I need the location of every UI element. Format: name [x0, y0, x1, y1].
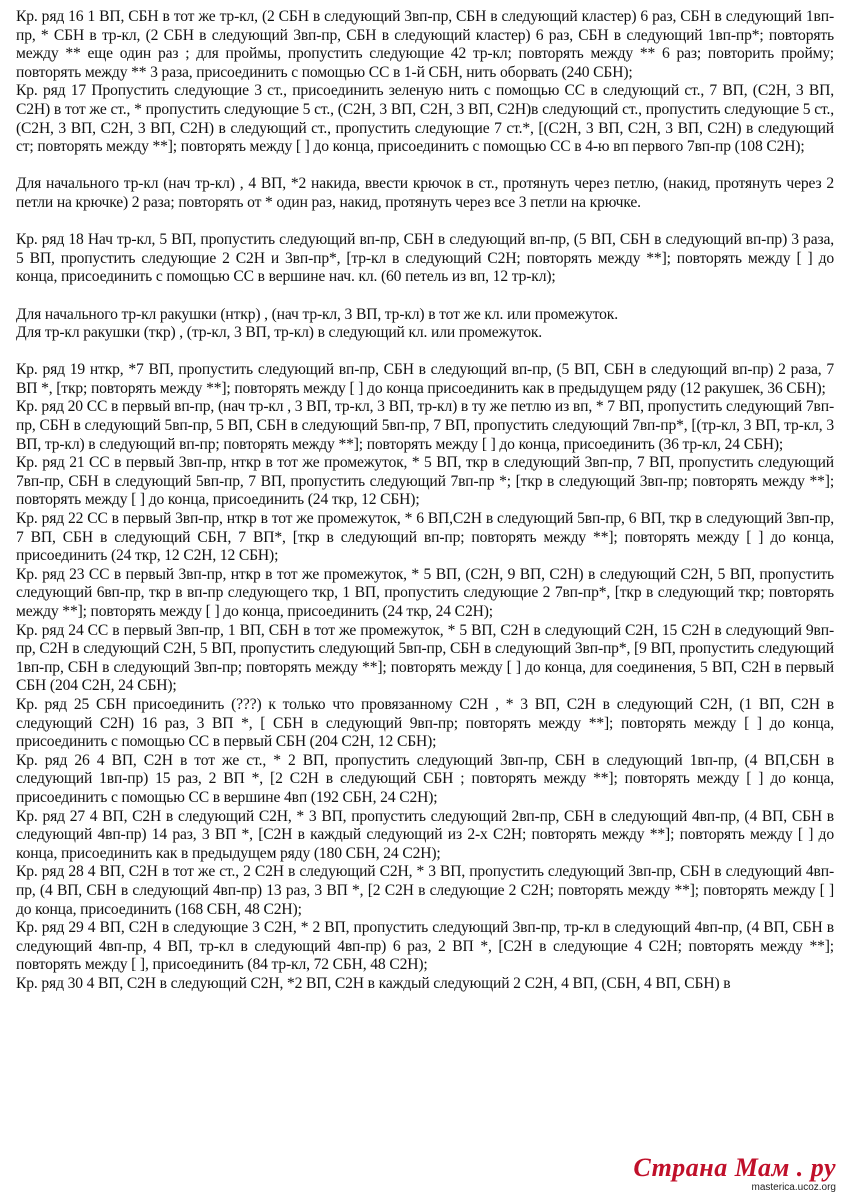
pattern-paragraph: Для начального тр-кл ракушки (нткр) , (нач тр-кл, 3 ВП, тр-кл) в тот же кл. или промежуток.: [16, 305, 618, 323]
paragraph-gap: [16, 343, 834, 362]
pattern-paragraph: Кр. ряд 21 СС в первый 3вп-пр, нткр в тот же промежуток, * 5 ВП, ткр в следующий 3вп-пр, 7 ВП, пропустить следующий 7вп-пр, СБН в следующий 5вп-пр, 7 ВП, пропустить следующий 7вп-пр *; [ткр в следующий 3вп-пр; повторять между **]; повторять между [ ] до конца, присоединить (24 ткр, 12 СБН);: [16, 454, 834, 509]
pattern-paragraph: Кр. ряд 25 СБН присоединить (???) к только что провязанному С2Н , * 3 ВП, С2Н в следующий С2Н, (1 ВП, С2Н в следующий С2Н) 16 раз, 3 ВП *, [ СБН в следующий 9вп-пр; повторять между **]; повторять между [ ] до конца, присоединить с помощью СС в первый СБН (204 С2Н, 12 СБН);: [16, 695, 834, 751]
pattern-paragraph: Кр. ряд 17 Пропустить следующие 3 ст., присоединить зеленую нить с помощью СС в следующий ст., 7 ВП, (С2Н, 3 ВП, С2Н) в тот же ст., * пропустить следующие 5 ст., (С2Н, 3 ВП, С2Н, 3 ВП, С2Н)в следующий ст., пропустить следующие 5 ст., (С2Н, 3 ВП, С2Н, 3 ВП, С2Н) в следующий ст., пропустить следующие 7 ст.*, [(С2Н, 3 ВП, С2Н, 3 ВП, С2Н) в следующий ст; повторять между **]; повторять между [ ] до конца, присоединить с помощью СС в 4-ю вп первого 7вп-пр (108 С2Н);: [16, 82, 834, 156]
pattern-paragraph: Кр. ряд 28 4 ВП, С2Н в тот же ст., 2 С2Н в следующий С2Н, * 3 ВП, пропустить следующий 3вп-пр, СБН в следующий 4вп-пр, (4 ВП, СБН в следующий 4вп-пр) 13 раз, 3 ВП *, [2 С2Н в следующие 2 С2Н; повторять между **]; повторять между [ ] до конца, присоединить (168 СБН, 48 С2Н);: [16, 863, 834, 918]
watermark: [633, 1154, 836, 1194]
pattern-paragraph: Кр. ряд 24 СС в первый 3вп-пр, 1 ВП, СБН в тот же промежуток, * 5 ВП, С2Н в следующий С2Н, 15 С2Н в следующий 9вп-пр, С2Н в следующий С2Н, 5 ВП, пропустить следующий 5вп-пр, СБН в следующий 3вп-пр*, [9 ВП, пропустить следующий 1вп-пр, СБН в следующий 3вп-пр; повторять между **]; повторять между [ ] до конца, для соединения, 5 ВП, С2Н в первый СБН (204 С2Н, 24 СБН);: [16, 621, 834, 695]
pattern-paragraph: Кр. ряд 20 СС в первый вп-пр, (нач тр-кл , 3 ВП, тр-кл, 3 ВП, тр-кл) в ту же петлю из вп, * 7 ВП, пропустить следующий 7вп-пр, СБН в следующий 5вп-пр, 5 ВП, СБН в следующий 5вп-пр, 7 ВП, пропустить следующий 7вп-пр*, [(тр-кл, 3 ВП, тр-кл, 3 ВП, тр-кл) в следующий вп-пр; повторять между **]; повторять между [ ] до конца, присоединить (36 тр-кл, 24 СБН);: [16, 398, 834, 453]
pattern-paragraph: Для начального тр-кл (нач тр-кл) , 4 ВП, *2 накида, ввести крючок в ст., протянуть через петлю, (накид, протянуть через 2 петли на крючке) 2 раза; повторять от * один раз, накид, протянуть через все 3 петли на крючке.: [16, 175, 834, 211]
paragraph-gap: [16, 157, 834, 176]
paragraph-gap: [16, 213, 834, 232]
pattern-paragraph: Кр. ряд 26 4 ВП, С2Н в тот же ст., * 2 ВП, пропустить следующий 3вп-пр, СБН в следующий 1вп-пр, (4 ВП,СБН в следующий 1вп-пр) 15 раз, 2 ВП *, [2 С2Н в следующий СБН ; повторять между **]; повторять между [ ] до конца, присоединить с помощью СС в вершине 4вп (192 СБН, 24 С2Н);: [16, 751, 834, 806]
paragraph-gap: [16, 287, 834, 306]
pattern-paragraph: Для тр-кл ракушки (ткр) , (тр-кл, 3 ВП, тр-кл) в следующий кл. или промежуток.: [16, 324, 543, 342]
pattern-paragraph: Кр. ряд 30 4 ВП, С2Н в следующий С2Н, *2 ВП, С2Н в каждый следующий 2 С2Н, 4 ВП, (СБН, 4 ВП, СБН) в: [16, 974, 731, 992]
watermark-url: masterica.ucoz.org: [751, 1182, 836, 1193]
watermark-logo: Страна Мам . ру: [633, 1153, 836, 1182]
pattern-paragraph: Кр. ряд 22 СС в первый 3вп-пр, нткр в тот же промежуток, * 6 ВП,С2Н в следующий 5вп-пр, 6 ВП, ткр в следующий 3вп-пр, 7 ВП, СБН в следующий СБН, 7 ВП*, [ткр в следующий вп-пр; повторять между **]; повторять между [ ] до конца, присоединить (24 ткр, 12 С2Н, 12 СБН);: [16, 510, 834, 565]
pattern-paragraph: Кр. ряд 23 СС в первый 3вп-пр, нткр в тот же промежуток, * 5 ВП, (С2Н, 9 ВП, С2Н) в следующий С2Н, 5 ВП, пропустить следующий 6вп-пр, ткр в вп-пр следующего ткр, 1 ВП, пропустить следующие 2 7вп-пр*, [ткр в следующий ткр; повторять между **]; повторять между [ ] до конца, присоединить (24 ткр, 24 С2Н);: [16, 565, 834, 620]
pattern-paragraph: Кр. ряд 19 нткр, *7 ВП, пропустить следующий вп-пр, СБН в следующий вп-пр, (5 ВП, СБН в следующий вп-пр) 2 раза, 7 ВП *, [ткр; повторять между **]; повторять между [ ] до конца присоединить как в предыдущем ряду (12 ракушек, 36 СБН);: [16, 361, 834, 397]
pattern-paragraph: Кр. ряд 29 4 ВП, С2Н в следующие 3 С2Н, * 2 ВП, пропустить следующий 3вп-пр, тр-кл в следующий 4вп-пр, (4 ВП, СБН в следующий 4вп-пр, 4 ВП, тр-кл в следующий 4вп-пр) 6 раз, 2 ВП *, [С2Н в следующие 4 С2Н; повторять между **]; повторять между [ ], присоединить (84 тр-кл, 72 СБН, 48 С2Н);: [16, 919, 834, 974]
pattern-paragraph: Кр. ряд 27 4 ВП, С2Н в следующий С2Н, * 3 ВП, пропустить следующий 2вп-пр, СБН в следующий 4вп-пр, (4 ВП, СБН в следующий 4вп-пр) 14 раз, 3 ВП *, [С2Н в каждый следующий из 2-х С2Н; повторять между **]; повторять между [ ] до конца, присоединить как в предыдущем ряду (180 СБН, 24 С2Н);: [16, 807, 834, 862]
pattern-paragraph: Кр. ряд 16 1 ВП, СБН в тот же тр-кл, (2 СБН в следующий 3вп-пр, СБН в следующий кластер) 6 раз, СБН в следующий 1вп-пр, * СБН в тр-кл, (2 СБН в следующий 3вп-пр, СБН в следующий кластер) 6 раз, СБН в следующий 1вп-пр*; повторять между ** еще один раз ; для проймы, пропустить следующие 42 тр-кл; повторять между ** 6 раз; повторить пройму; повторять между ** 3 раза, присоединить с помощью СС в 1-й СБН, нить оборвать (240 СБН);: [16, 8, 834, 81]
pattern-paragraph: Кр. ряд 18 Нач тр-кл, 5 ВП, пропустить следующий вп-пр, СБН в следующий вп-пр, (5 ВП, СБН в следующий вп-пр) 3 раза, 5 ВП, пропустить следующие 2 С2Н и 3вп-пр*, [тр-кл в следующий С2Н; повторять между **]; повторять между [ ] до конца, присоединить с помощью СС в вершине нач. кл. (60 петель из вп, 12 тр-кл);: [16, 231, 834, 286]
